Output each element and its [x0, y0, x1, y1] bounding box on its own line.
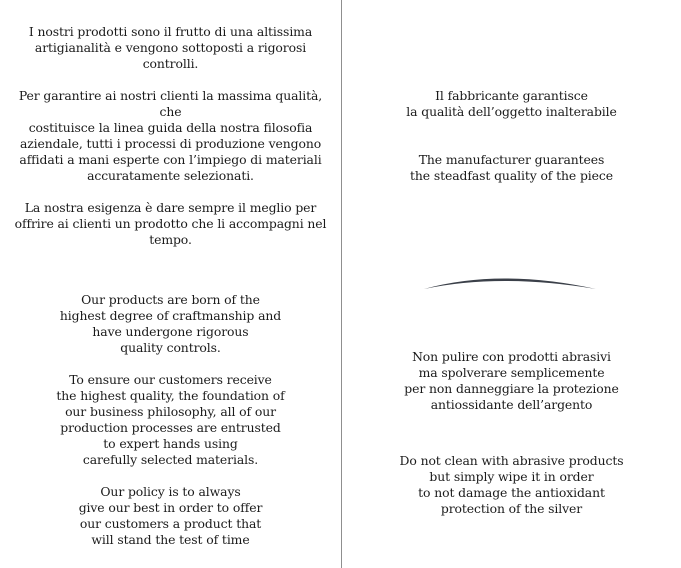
- care-english-text: Do not clean with abrasive products but simply wipe it in order to not damage the antioxidant protection of the silver: [399, 453, 624, 516]
- guarantee-english-text: The manufacturer guarantees the steadfast quality of the piece: [410, 152, 613, 183]
- english-description: [0, 292, 341, 548]
- english-paragraph-policy: Our policy is to always give our best in order to offer our customers a product that will stand the test of time: [78, 484, 263, 547]
- english-paragraph-quality: To ensure our customers receive the highest quality, the foundation of our business philosophy, all of our production processes are entrusted to expert hands using carefully selected materials.: [56, 372, 285, 467]
- english-paragraph-craftsmanship: Our products are born of the highest degree of craftmanship and have undergone rigorous quality controls.: [59, 292, 282, 355]
- italian-paragraph-craftsmanship: I nostri prodotti sono il frutto di una altissima artigianalità e vengono sottoposti a rigorosi controlli.: [28, 24, 313, 71]
- italian-paragraph-policy: La nostra esigenza è dare sempre il meglio per offrire ai clienti un prodotto che li accompagni nel tempo.: [14, 200, 327, 247]
- care-instructions-english: [342, 453, 681, 517]
- care-italian-text: Non pulire con prodotti abrasivi ma spolverare semplicemente per non danneggiare la protezione antiossidante dell’argento: [404, 349, 619, 412]
- guarantee-italian: [342, 88, 681, 120]
- swoosh-stroke: [424, 279, 596, 290]
- care-instructions-italian: [342, 349, 681, 413]
- guarantee-italian-text: Il fabbricante garantisce la qualità dell’oggetto inalterabile: [406, 88, 617, 119]
- decorative-swoosh: [422, 272, 598, 296]
- italian-paragraph-quality: Per garantire ai nostri clienti la massima qualità, che costituisce la linea guida della nostra filosofia aziendale, tutti i processi di produzione vengono affidati a mani esperte con l’impiego di materiali accuratamente selezionati.: [18, 88, 323, 183]
- right-panel: [342, 0, 681, 568]
- italian-description: [8, 24, 333, 248]
- guarantee-english: [342, 152, 681, 184]
